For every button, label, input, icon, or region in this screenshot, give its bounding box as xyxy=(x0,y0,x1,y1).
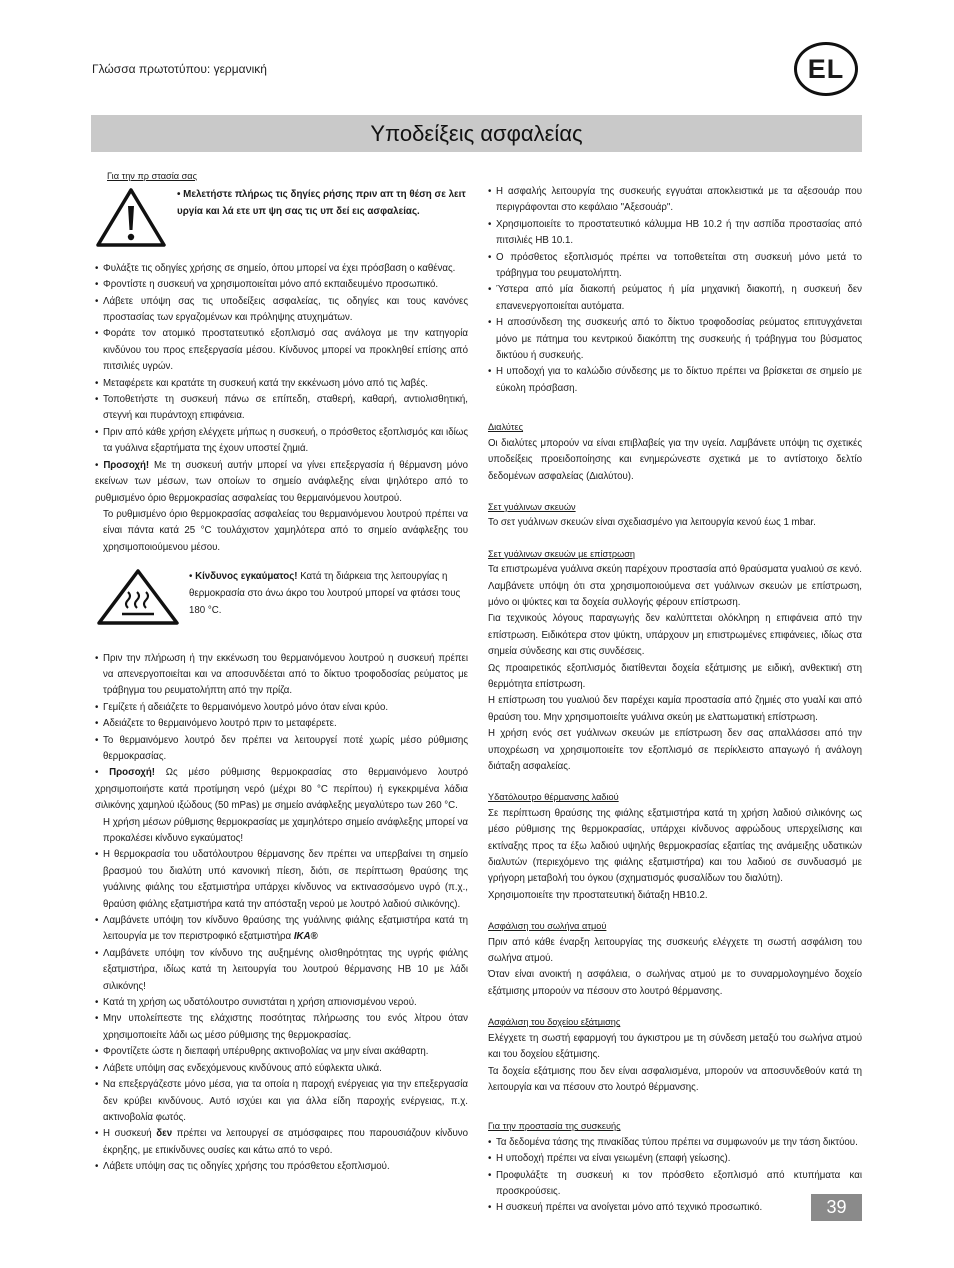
attention-paragraph-1: • Προσοχή! Με τη συσκευή αυτήν μπορεί να γίνει επεξεργασία ή θέρμανση μόνο εκείνων των μέσων, των οποίων το σημείο ανάφλεξης είναι ψηλότερο από το ρυθμισμένο όριο θερμοκρασίας ασφαλείας του θερμαινόμενου λουτρού. xyxy=(95,459,468,504)
section-heading: Ασφάλιση του δοχείου εξάτμισης xyxy=(488,1017,621,1028)
list-item: • Πριν την πλήρωση ή την εκκένωση του θερμαινόμενου λουτρού η συσκευή πρέπει να απενεργοποιείται και να αποσυνδέεται από το δίκτυο τροφοδοσίας ρεύματος με τράβηγμα του ρευματολήπτη από την πρίζα. xyxy=(95,651,468,700)
section-text: Η επίστρωση του γυαλιού δεν παρέχει καμία προστασία από ζημιές στο γυαλί και από θραύση του. Μην χρησιμοποιείτε γυάλινα σκεύη με ελαττωματική επίστρωση. xyxy=(488,695,862,723)
list-item: • Η υποδοχή πρέπει να είναι γειωμένη (επαφή γείωσης). xyxy=(488,1151,862,1167)
original-language-note: Γλώσσα πρωτοτύπου: γερμανική xyxy=(92,62,267,76)
list-item: • Ύστερα από μία διακοπή ρεύματος ή μία μηχανική διακοπή, η συσκευή δεν επανενεργοποιείται αυτόματα. xyxy=(488,282,862,315)
list-item: • Λαμβάνετε υπόψη τον κίνδυνο θραύσης της γυάλινης φιάλης εξατμιστήρα κατά τη λειτουργία με τον περιστροφικό εξατμιστήρα IKA® xyxy=(95,913,468,946)
section-text: Οι διαλύτες μπορούν να είναι επιβλαβείς για την υγεία. Λαμβάνετε υπόψη τις σχετικές υποδείξεις προειδοποίησης και ενημερώνεστε σχετικά με το αντίστοιχο δελτίο δεδομένων ασφαλείας (Διαλύτου). xyxy=(488,437,862,482)
burn-warning-block xyxy=(95,568,468,632)
burn-warning-text: • Κίνδυνος εγκαύματος! Κατά τη διάρκεια της λειτουργίας η θερμοκρασία στο άνω άκρο του λουτρού μπορεί να φτάσει τους 180 °C. xyxy=(189,571,461,617)
section-oil-bath xyxy=(488,789,862,904)
list-item: • Η θερμοκρασία του υδατόλουτρου θέρμανσης δεν πρέπει να υπερβαίνει τη σημείο βρασμού του διαλύτη υπό κανονική πίεση, διότι, σε περίπτωση θραύσης της γυάλινης φιάλης του εξατμιστήρα υπάρχει κίνδυνος να εκτινασσόμενο υγρό (π.χ., θραύση φιάλης εξατμιστήρα κατά την απόσταξη νερού με λουτρό λαδιού σιλικόνης). xyxy=(95,847,468,913)
section-heading: Ασφάλιση του σωλήνα ατμού xyxy=(488,921,607,932)
section-text: Για τεχνικούς λόγους παραγωγής δεν καλύπτεται ολόκληρη η επιφάνεια από την επίστρωση. Ειδικότερα στον ψύκτη, υπάρχουν μη επιστρωμένες επιφάνειες, ιδίως στα σημεία σύνδεσης και στις συνδέσεις. xyxy=(488,613,862,658)
section-text: Τα δοχεία εξάτμισης που δεν είναι ασφαλισμένα, μπορούν να αποσυνδεθούν κατά τη λειτουργία και να πέσουν στο λουτρό θέρμανσης. xyxy=(488,1065,862,1093)
section-device-protection xyxy=(488,1118,862,1216)
list-item: • Πριν από κάθε χρήση ελέγχετε μήπως η συσκευή, ο πρόσθετος εξοπλισμός και ιδίως τα γυάλινα εξαρτήματα της έχουν υποστεί ζημιά. xyxy=(95,425,468,458)
section-text: Τα επιστρωμένα γυάλινα σκεύη παρέχουν προστασία από θραύσματα γυαλιού σε κενό. Λαμβάνετε υπόψη ότι στα χρησιμοποιούμενα σετ γυάλινων σκευών με επίστρωση, μόνο οι ψύκτες και τα δοχεία συλλογής φέρουν επίστρωση. xyxy=(488,564,862,608)
language-badge: EL xyxy=(794,42,858,96)
list-item: • Λαμβάνετε υπόψη τον κίνδυνο της αυξημένης ολισθηρότητας της υγρής φιάλης εξατμιστήρα, ιδίως κατά τη λειτουργία του λουτρού θέρμανσης HB 10 με λάδι σιλικόνης! xyxy=(95,946,468,995)
attention-label: Προσοχή! xyxy=(109,767,155,779)
section-text: Ως προαιρετικός εξοπλισμός διατίθενται δοχεία εξάτμισης με ειδική, ανθεκτική στη θερμότητα επίστρωση. xyxy=(488,662,862,690)
list-item: • Γεμίζετε ή αδειάζετε το θερμαινόμενο λουτρό μόνο όταν είναι κρύο. xyxy=(95,700,468,716)
list-item: • Προφυλάξτε τη συσκευή κι τον πρόσθετο εξοπλισμό από κτυπήματα και προσκρούσεις. xyxy=(488,1168,862,1201)
list-item: • Η αποσύνδεση της συσκευής από το δίκτυο τροφοδοσίας ρεύματος επιτυγχάνεται μόνο με πάτημα του κεντρικού διακόπτη της συσκευής ή τράβηγμα του βύσματος δικτύου ή συσκευής. xyxy=(488,315,862,364)
list-item: • Η συσκευή πρέπει να ανοίγεται μόνο από τεχνικό προσωπικό. xyxy=(488,1200,862,1216)
section-text: Το σετ γυάλινων σκευών είναι σχεδιασμένο για λειτουργία κενού έως 1 mbar. xyxy=(488,517,816,529)
list-item: • Μεταφέρετε και κρατάτε τη συσκευή κατά την εκκένωση μόνο από τις λαβές. xyxy=(95,376,468,392)
section-heading: Σετ γυάλινων σκευών xyxy=(488,501,576,512)
section-heading: Σετ γυάλινων σκευών με επίστρωση xyxy=(488,548,636,559)
right-column xyxy=(488,184,862,1217)
list-item: • Κατά τη χρήση ως υδατόλουτρο συνιστάται η χρήση απιονισμένου νερού. xyxy=(95,995,468,1011)
list-item: • Λάβετε υπόψη σας τις οδηγίες χρήσης του πρόσθετου εξοπλισμού. xyxy=(95,1159,468,1175)
warning-text: • Μελετήστε πλήρως τις δηγίες ρήσης πριν απ τη θέση σε λειτ υργία και λά ετε υπ ψη σας τις υπ δεί εις ασφαλείας. xyxy=(177,189,466,218)
page-title: Υποδείξεις ασφαλείας xyxy=(91,115,862,152)
attention-text: Ως μέσο ρύθμισης θερμοκρασίας στο θερμαινόμενο λουτρό χρησιμοποιήστε κατά προτίμηση νερό (μέχρι 80 °C περίπου) ή εγκεκριμένα λάδια σιλικόνης χαμηλού ιξώδους (50 mPas) με σημείο ανάφλεξης μεγαλύτερο των 260 °C. xyxy=(95,767,468,812)
list-item: • Αδειάζετε το θερμαινόμενο λουτρό πριν το μεταφέρετε. xyxy=(95,716,468,732)
warning-block xyxy=(95,186,468,254)
section-text: Χρησιμοποιείτε την προστατευτική διάταξη HB10.2. xyxy=(488,889,708,901)
section-steam-duct xyxy=(488,918,862,1000)
list-item: • Τοποθετήστε τη συσκευή πάνω σε επίπεδη, σταθερή, καθαρή, αντιολισθητική, στεγνή και πυράντοχη επιφάνεια. xyxy=(95,392,468,425)
attention-note-2: Η χρήση μέσων ρύθμισης θερμοκρασίας με χαμηλότερο σημείο ανάφλεξης μπορεί να προκαλέσει κίνδυνο εγκαύματος! xyxy=(103,816,468,844)
bullet-device xyxy=(95,1126,468,1175)
section-coated-glassware xyxy=(488,546,862,776)
bullet-list-general xyxy=(95,261,468,458)
left-column xyxy=(95,168,468,1176)
list-item: • Το θερμαινόμενο λουτρό δεν πρέπει να λειτουργεί ποτέ χωρίς μέσο ρύθμισης θερμοκρασίας. xyxy=(95,733,468,766)
list-item: • Τα δεδομένα τάσης της πινακίδας τύπου πρέπει να συμφωνούν με την τάση δικτύου. xyxy=(488,1135,862,1151)
attention-paragraph-2: • Προσοχή! Ως μέσο ρύθμισης θερμοκρασίας στο θερμαινόμενο λουτρό χρησιμοποιήστε κατά προτίμηση νερό (μέχρι 80 °C περίπου) ή εγκεκριμένα λάδια σιλικόνης χαμηλού ιξώδους (50 mPas) με σημείο ανάφλεξης μεγαλύτερο των 260 °C. xyxy=(95,767,468,812)
list-item: • Η ασφαλής λειτουργία της συσκευής εγγυάται αποκλειστικά με τα αξεσουάρ που περιγράφονται στο κεφάλαιο "Αξεσουάρ". xyxy=(488,184,862,217)
list-item: • Η συσκευή δεν πρέπει να λειτουργεί σε ατμόσφαιρες που παρουσιάζουν κίνδυνο έκρηξης, με επικίνδυνες ουσίες και κάτω από το νερό. xyxy=(95,1126,468,1159)
bullet-list-usage xyxy=(95,946,468,1126)
section-heading: Για την προστασία της συσκευής xyxy=(488,1121,621,1132)
section-heading: Διαλύτες xyxy=(488,422,524,433)
attention-note-1: Το ρυθμισμένο όριο θερμοκρασίας ασφαλείας του θερμαινόμενου λουτρού πρέπει να είναι πάντα κατά 25 °C τουλάχιστον χαμηλότερα από το σημείο ανάφλεξης του χρησιμοποιούμενου μέσου. xyxy=(103,508,468,553)
list-item: • Φυλάξτε τις οδηγίες χρήσης σε σημείο, όπου μπορεί να έχει πρόσβαση ο καθένας. xyxy=(95,261,468,277)
bullet-list-temperature xyxy=(95,847,468,913)
list-item: • Η υποδοχή για το καλώδιο σύνδεσης με το δίκτυο πρέπει να βρίσκεται σε σημείο με εύκολη πρόσβαση. xyxy=(488,364,862,397)
list-item: • Να επεξεργάζεστε μόνο μέσα, για τα οποία η παροχή ενέργειας για την επεξεργασία δεν κρύβει κινδύνους. Αυτό ισχύει και για άλλα είδη παροχής ενέργειας, π.χ. ακτινοβολία φωτός. xyxy=(95,1077,468,1126)
list-item: • Λάβετε υπόψη σας ενδεχόμενους κινδύνους από εύφλεκτα υλικά. xyxy=(95,1061,468,1077)
section-glassware xyxy=(488,499,862,532)
section-evaporating-flask xyxy=(488,1014,862,1096)
list-item: • Λάβετε υπόψη σας τις υποδείξεις ασφαλείας, τις οδηγίες και τους κανόνες προστασίας των εργαζομένων και πρόληψης ατυχημάτων. xyxy=(95,294,468,327)
ika-logo: IKA® xyxy=(293,931,318,943)
bullet-rotary xyxy=(95,913,468,946)
bullet-list-filling xyxy=(95,651,468,766)
hot-surface-icon xyxy=(95,568,181,632)
page-number: 39 xyxy=(811,1194,862,1221)
list-item: • Φροντίστε η συσκευή να χρησιμοποιείται μόνο από εκπαιδευμένο προσωπικό. xyxy=(95,277,468,293)
section-heading: Υδατόλουτρο θέρμανσης λαδιού xyxy=(488,792,619,803)
burn-label: Κίνδυνος εγκαύματος! xyxy=(195,571,298,583)
list-item: • Φοράτε τον ατομικό προστατευτικό εξοπλισμό σας ανάλογα με την κατηγορία κινδύνου του προς επεξεργασία μέσου. Κίνδυνος μπορεί να προκληθεί επίσης από πιτσιλιές υγρών. xyxy=(95,326,468,375)
list-item: • Χρησιμοποιείτε το προστατευτικό κάλυμμα HB 10.2 ή την ασπίδα προστασίας από πιτσιλιές HB 10.1. xyxy=(488,217,862,250)
protection-heading: Για την πρ στασία σας xyxy=(107,171,198,181)
section-text: Σε περίπτωση θραύσης της φιάλης εξατμιστήρα κατά τη χρήση λαδιού σιλικόνης ως μέσο ρύθμισης της θερμοκρασίας, υπάρχει κίνδυνος αφρώδους υπερχείλισης και εκτίναξης προς τα έξω λαδιού υψηλής θερμοκρασίας εξαιτίας της ανάμειξης υδατικών διαλυτών (περιεχόμενο της φιάλης εξατμιστήρα) και του λαδιού σε συνδυασμό με γρήγορη μεταβολή του όγκου (σχηματισμός φυσαλίδων του διαλύτη). xyxy=(488,807,862,885)
warning-triangle-icon xyxy=(95,186,167,254)
section-text: Πριν από κάθε έναρξη λειτουργίας της συσκευής ελέγχετε τη σωστή ασφάλιση του σωλήνα ατμού. xyxy=(488,936,862,965)
attention-label: Προσοχή! xyxy=(103,459,150,471)
list-item: • Ο πρόσθετος εξοπλισμός πρέπει να τοποθετείται στη συσκευή μόνο μετά το τράβηγμα του ρευματολήπτη. xyxy=(488,250,862,283)
section-text: Η χρήση ενός σετ γυάλινων σκευών με επίστρωση δεν σας απαλλάσσει από την υποχρέωση να χρησιμοποιείτε τον εξοπλισμό σε περίκλειστο απαγωγό ή ανάλογη διάταξη ασφαλείας. xyxy=(488,728,862,772)
bullet-list-device xyxy=(488,1135,862,1217)
list-item: • Φροντίζετε ώστε η διεπαφή υπέρυθρης ακτινοβολίας να μην είναι ακάθαρτη. xyxy=(95,1044,468,1060)
section-text: Ελέγχετε τη σωστή εφαρμογή του άγκιστρου με τη σύνδεση μεταξύ του σωλήνα ατμού και του δοχείου εξάτμισης. xyxy=(488,1032,862,1061)
bullet-list-accessories xyxy=(488,184,862,397)
attention-text: Με τη συσκευή αυτήν μπορεί να γίνει επεξεργασία ή θέρμανση μόνο εκείνων των μέσων, των οποίων το σημείο ανάφλεξης είναι ψηλότερο από το ρυθμισμένο όριο θερμοκρασίας ασφαλείας του θερμαινόμενου λουτρού. xyxy=(95,459,468,504)
list-item: • Μην υπολείπεστε της ελάχιστης ποσότητας πλήρωσης του ενός λίτρου όταν χρησιμοποιείτε λάδι ως μέσο ρύθμισης της θερμοκρασίας. xyxy=(95,1011,468,1044)
burn-text: Κατά τη διάρκεια της λειτουργίας η θερμοκρασία στο άνω άκρο του λουτρού μπορεί να φτάσει τους 180 °C. xyxy=(189,571,461,617)
section-solvents xyxy=(488,419,862,485)
section-text: Όταν είναι ανοικτή η ασφάλεια, ο σωλήνας ατμού με το συναρμολογημένο δοχείο εξάτμισης μπορούν να πέσουν στο λουτρό θέρμανσης. xyxy=(488,969,862,997)
